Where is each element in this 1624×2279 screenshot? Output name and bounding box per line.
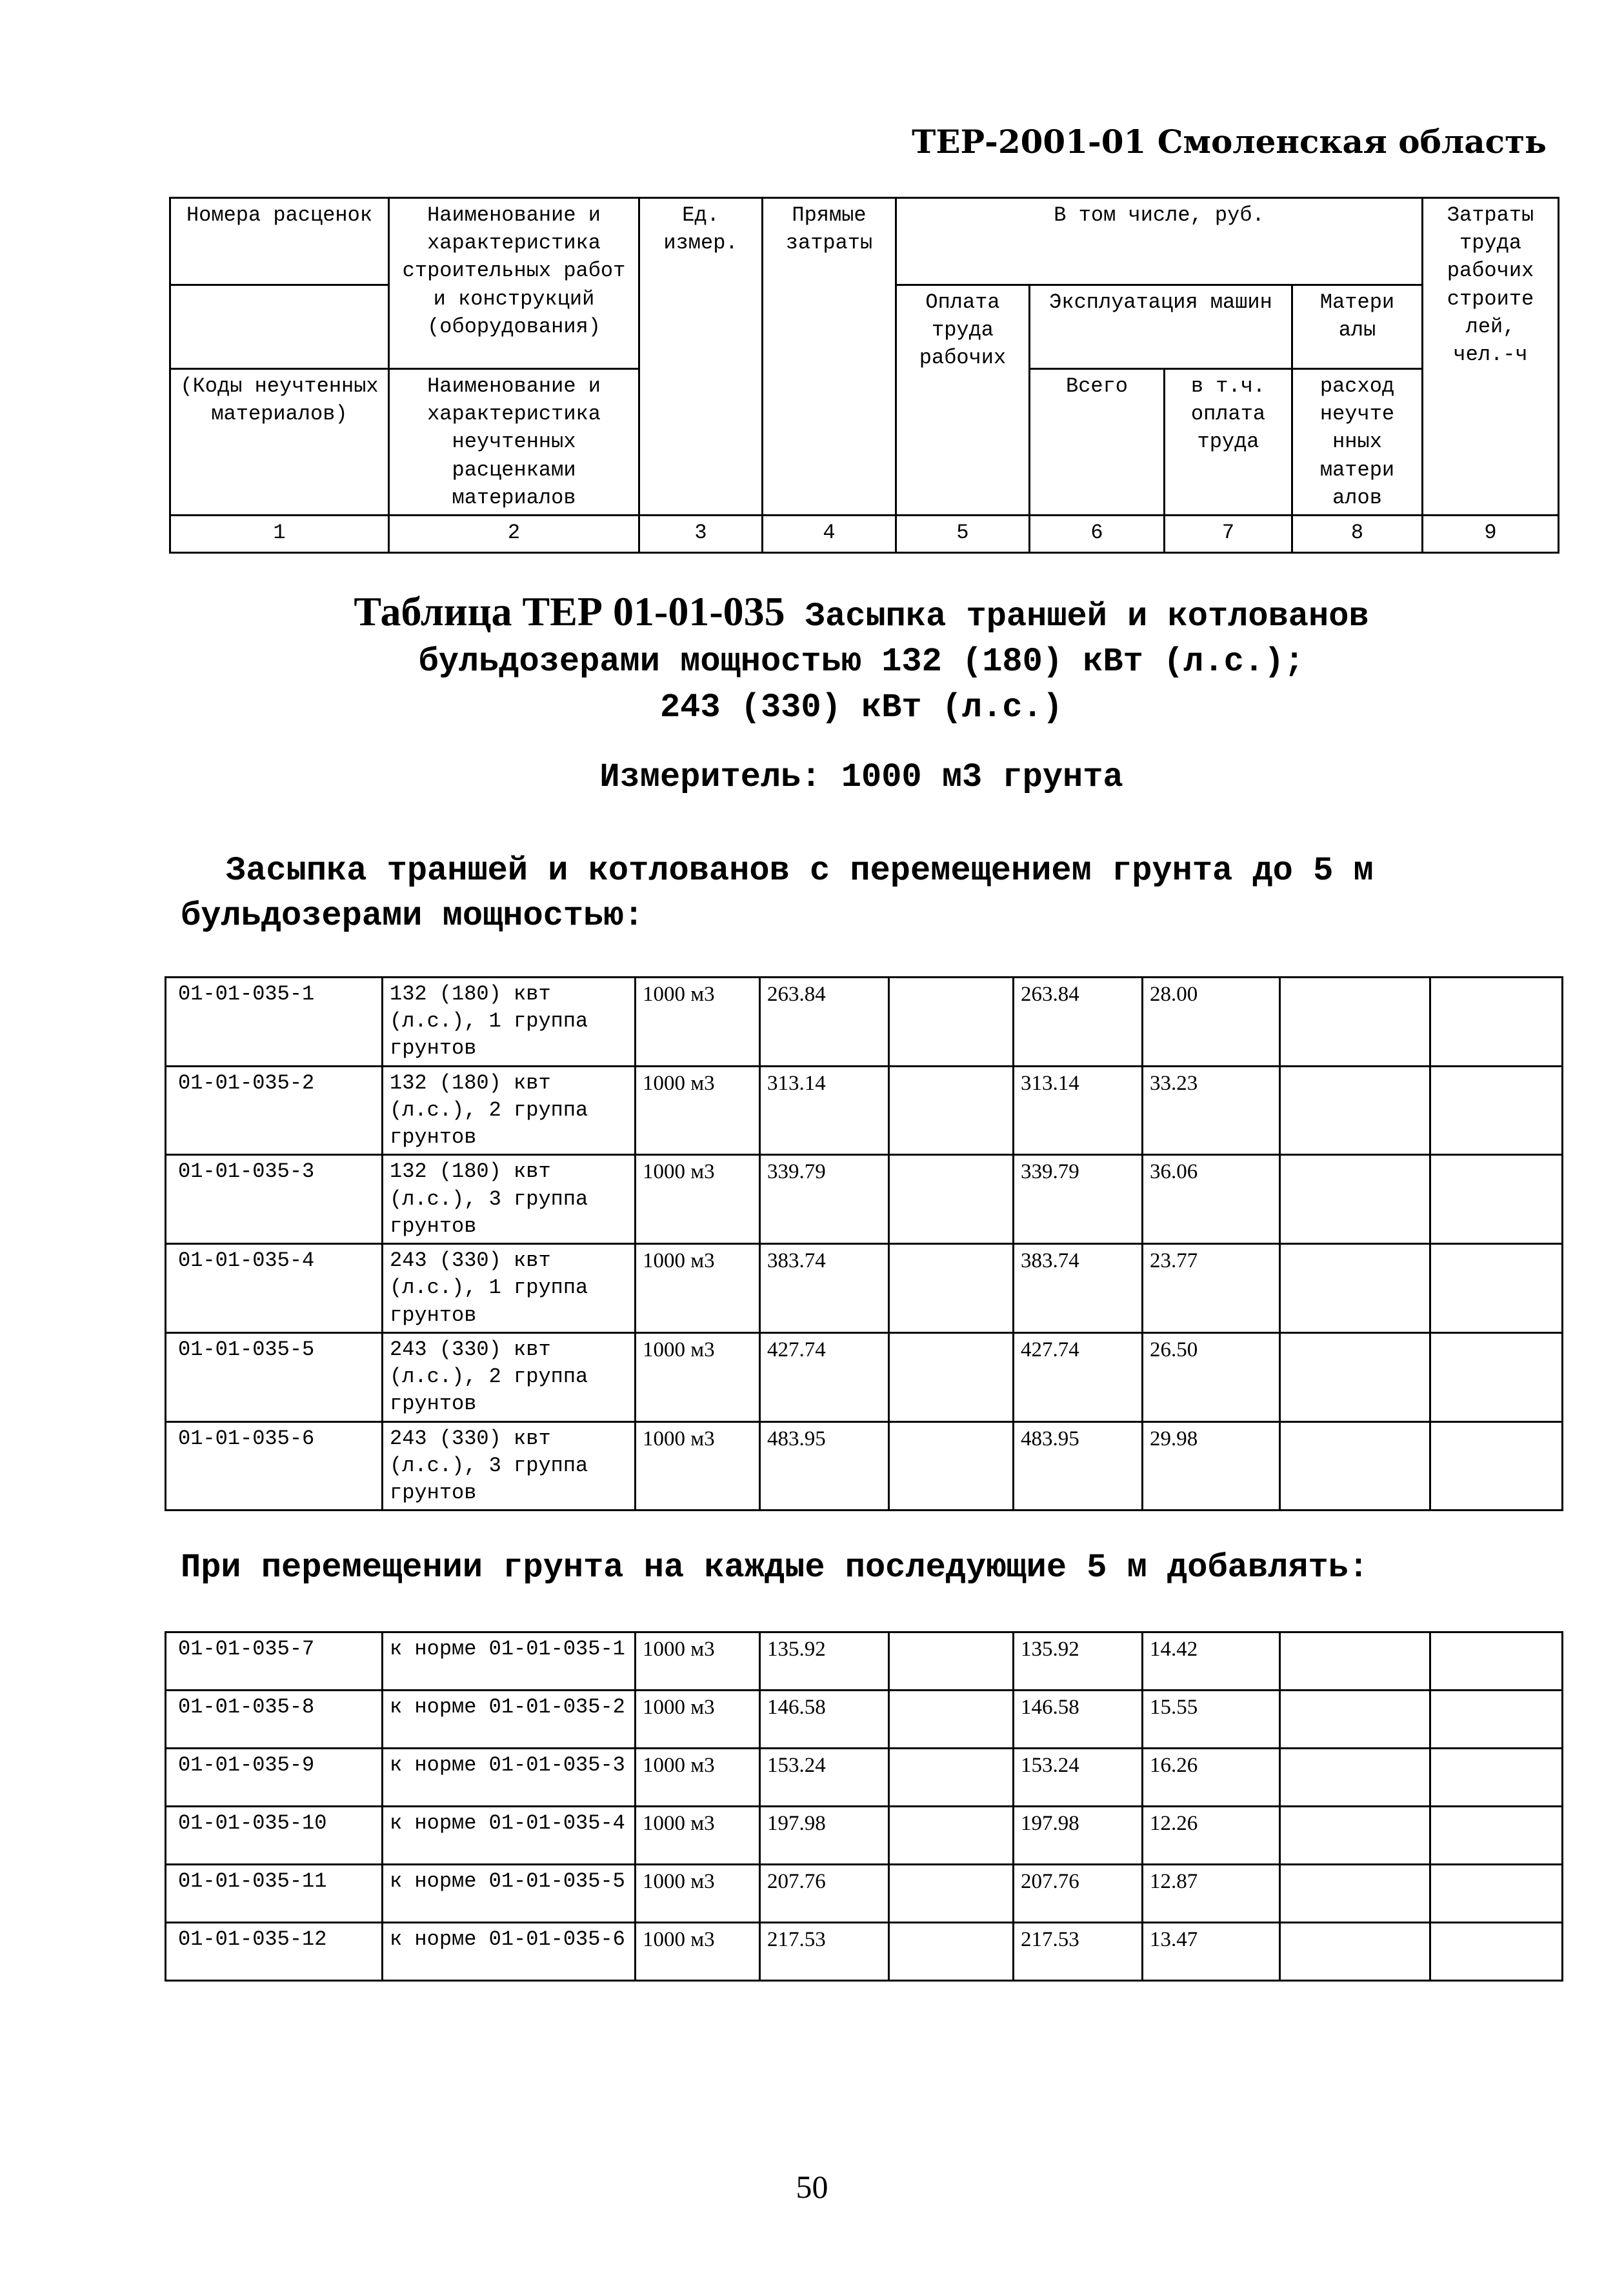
rate-code: 01-01-035-11 <box>166 1865 383 1923</box>
rate-machines-labor: 28.00 <box>1143 978 1280 1067</box>
rate-direct-costs: 153.24 <box>760 1749 889 1807</box>
rate-direct-costs: 483.95 <box>760 1421 889 1511</box>
rate-materials <box>1280 1749 1430 1807</box>
rate-code: 01-01-035-7 <box>166 1632 383 1691</box>
rate-name: 243 (330) квт (л.с.), 2 группа грунтов <box>383 1332 636 1421</box>
rate-materials <box>1280 1807 1430 1865</box>
table-row <box>166 1865 1563 1923</box>
rate-labor-pay <box>889 1332 1014 1421</box>
page-header: ТЕР-2001-01 Смоленская область <box>912 123 1547 161</box>
rate-code: 01-01-035-4 <box>166 1244 383 1333</box>
rate-machines-labor: 36.06 <box>1143 1155 1280 1244</box>
table-title <box>168 584 1555 730</box>
rate-code: 01-01-035-3 <box>166 1155 383 1244</box>
rate-labor-pay <box>889 1807 1014 1865</box>
rate-code: 01-01-035-9 <box>166 1749 383 1807</box>
rate-labor-pay <box>889 1155 1014 1244</box>
page-number: 50 <box>796 2169 828 2205</box>
rate-machines-total: 153.24 <box>1014 1749 1143 1807</box>
header-direct-costs: Прямые затраты <box>763 198 896 516</box>
header-labor-costs: Затраты труда рабочих строите лей, чел.-ч <box>1423 198 1559 516</box>
rate-machines-labor: 33.23 <box>1143 1066 1280 1155</box>
rate-labor-pay <box>889 1691 1014 1749</box>
rate-direct-costs: 207.76 <box>760 1865 889 1923</box>
rate-labor-pay <box>889 1632 1014 1691</box>
header-labor-pay: Оплата труда рабочих <box>896 285 1030 516</box>
rate-unit: 1000 м3 <box>636 1421 760 1511</box>
rate-unit: 1000 м3 <box>636 1807 760 1865</box>
rate-unit: 1000 м3 <box>636 1749 760 1807</box>
rate-machines-labor: 26.50 <box>1143 1332 1280 1421</box>
table-row <box>166 1632 1563 1691</box>
rate-labor-hours <box>1430 1155 1563 1244</box>
rate-machines-labor: 14.42 <box>1143 1632 1280 1691</box>
col-number: 2 <box>389 515 639 552</box>
table-row <box>166 1332 1563 1421</box>
rate-labor-pay <box>889 1865 1014 1923</box>
rate-direct-costs: 383.74 <box>760 1244 889 1333</box>
rates-table-2 <box>165 1631 1563 1982</box>
header-materials: Матери алы <box>1292 285 1423 369</box>
rate-code: 01-01-035-5 <box>166 1332 383 1421</box>
rate-materials <box>1280 1244 1430 1333</box>
header-codes-subtitle: (Коды неучтенных материалов) <box>170 369 389 516</box>
rate-direct-costs: 217.53 <box>760 1923 889 1981</box>
rate-labor-hours <box>1430 1332 1563 1421</box>
rate-machines-labor: 23.77 <box>1143 1244 1280 1333</box>
col-number: 5 <box>896 515 1030 552</box>
rate-materials <box>1280 1865 1430 1923</box>
table-row <box>166 1066 1563 1155</box>
header-machines: Эксплуатация машин <box>1030 285 1292 369</box>
section-2-title: При перемещении грунта на каждые последующие 5 м добавлять: <box>181 1549 1369 1587</box>
header-including: В том числе, руб. <box>896 198 1423 285</box>
rate-machines-labor: 16.26 <box>1143 1749 1280 1807</box>
rate-labor-hours <box>1430 1066 1563 1155</box>
rate-machines-total: 207.76 <box>1014 1865 1143 1923</box>
table-row <box>166 1749 1563 1807</box>
table-row <box>166 1807 1563 1865</box>
rate-direct-costs: 313.14 <box>760 1066 889 1155</box>
rate-materials <box>1280 1155 1430 1244</box>
rate-name: к норме 01-01-035-3 <box>383 1749 636 1807</box>
rate-labor-hours <box>1430 1244 1563 1333</box>
col-number: 3 <box>639 515 763 552</box>
rate-materials <box>1280 1923 1430 1981</box>
table-title-line3: 243 (330) кВт (л.с.) <box>659 688 1063 727</box>
rate-machines-total: 313.14 <box>1014 1066 1143 1155</box>
rate-code: 01-01-035-10 <box>166 1807 383 1865</box>
rate-direct-costs: 135.92 <box>760 1632 889 1691</box>
table-row <box>166 1244 1563 1333</box>
header-codes: Номера расценок <box>170 198 389 285</box>
header-unaccounted: расход неучте нных матери алов <box>1292 369 1423 516</box>
table-row <box>166 978 1563 1067</box>
rate-materials <box>1280 1632 1430 1691</box>
col-number: 8 <box>1292 515 1423 552</box>
rate-labor-hours <box>1430 1923 1563 1981</box>
rate-machines-total: 197.98 <box>1014 1807 1143 1865</box>
rate-unit: 1000 м3 <box>636 978 760 1067</box>
rate-machines-total: 135.92 <box>1014 1632 1143 1691</box>
rate-unit: 1000 м3 <box>636 1332 760 1421</box>
rate-direct-costs: 146.58 <box>760 1691 889 1749</box>
rate-name: к норме 01-01-035-4 <box>383 1807 636 1865</box>
col-number: 4 <box>763 515 896 552</box>
rate-machines-total: 339.79 <box>1014 1155 1143 1244</box>
table-title-prefix: Таблица ТЕР 01-01-035 <box>354 588 785 634</box>
rate-unit: 1000 м3 <box>636 1155 760 1244</box>
section-1-title: Засыпка траншей и котлованов с перемещением грунта до 5 м бульдозерами мощностью: <box>181 852 1374 936</box>
col-number: 7 <box>1165 515 1292 552</box>
col-number: 9 <box>1423 515 1559 552</box>
rate-direct-costs: 339.79 <box>760 1155 889 1244</box>
col-number: 1 <box>170 515 389 552</box>
table-row <box>166 1155 1563 1244</box>
rate-materials <box>1280 1332 1430 1421</box>
rate-labor-hours <box>1430 1749 1563 1807</box>
rate-machines-labor: 12.26 <box>1143 1807 1280 1865</box>
rate-machines-total: 483.95 <box>1014 1421 1143 1511</box>
rate-machines-labor: 13.47 <box>1143 1923 1280 1981</box>
rate-name: 243 (330) квт (л.с.), 3 группа грунтов <box>383 1421 636 1511</box>
rate-labor-pay <box>889 1923 1014 1981</box>
rate-machines-total: 427.74 <box>1014 1332 1143 1421</box>
rate-labor-hours <box>1430 1807 1563 1865</box>
col-number: 6 <box>1030 515 1165 552</box>
rate-machines-labor: 15.55 <box>1143 1691 1280 1749</box>
rates-table-1 <box>165 976 1563 1511</box>
rate-labor-hours <box>1430 978 1563 1067</box>
rate-unit: 1000 м3 <box>636 1066 760 1155</box>
rate-labor-pay <box>889 1749 1014 1807</box>
rate-name: к норме 01-01-035-5 <box>383 1865 636 1923</box>
rate-name: 132 (180) квт (л.с.), 2 группа грунтов <box>383 1066 636 1155</box>
rate-code: 01-01-035-8 <box>166 1691 383 1749</box>
table-title-line1: Засыпка траншей и котлованов <box>805 597 1369 636</box>
rate-machines-total: 383.74 <box>1014 1244 1143 1333</box>
rate-machines-total: 146.58 <box>1014 1691 1143 1749</box>
rate-machines-total: 263.84 <box>1014 978 1143 1067</box>
rate-unit: 1000 м3 <box>636 1244 760 1333</box>
rate-code: 01-01-035-6 <box>166 1421 383 1511</box>
rate-code: 01-01-035-12 <box>166 1923 383 1981</box>
rate-labor-pay <box>889 978 1014 1067</box>
rate-direct-costs: 427.74 <box>760 1332 889 1421</box>
header-codes-spacer <box>170 285 389 369</box>
rate-unit: 1000 м3 <box>636 1923 760 1981</box>
rate-machines-total: 217.53 <box>1014 1923 1143 1981</box>
rate-code: 01-01-035-1 <box>166 978 383 1067</box>
header-incl-pay: в т.ч. оплата труда <box>1165 369 1292 516</box>
rate-name: 243 (330) квт (л.с.), 1 группа грунтов <box>383 1244 636 1333</box>
table-row <box>166 1923 1563 1981</box>
rate-labor-hours <box>1430 1421 1563 1511</box>
rate-labor-hours <box>1430 1691 1563 1749</box>
rate-unit: 1000 м3 <box>636 1691 760 1749</box>
rate-direct-costs: 197.98 <box>760 1807 889 1865</box>
header-name: Наименование и характеристика строительных работ и конструкций (оборудования) <box>389 198 639 369</box>
rate-labor-hours <box>1430 1865 1563 1923</box>
table-title-line2: бульдозерами мощностью 132 (180) кВт (л.с.); <box>418 643 1305 681</box>
rate-labor-pay <box>889 1244 1014 1333</box>
rate-materials <box>1280 1421 1430 1511</box>
measurer: Измеритель: 1000 м3 грунта <box>599 758 1123 796</box>
rate-materials <box>1280 1691 1430 1749</box>
column-header-table <box>169 197 1559 554</box>
header-name-subtitle: Наименование и характеристика неучтенных расценками материалов <box>389 369 639 516</box>
rate-name: 132 (180) квт (л.с.), 3 группа грунтов <box>383 1155 636 1244</box>
table-row <box>166 1691 1563 1749</box>
rate-name: к норме 01-01-035-1 <box>383 1632 636 1691</box>
rate-labor-hours <box>1430 1632 1563 1691</box>
rate-name: 132 (180) квт (л.с.), 1 группа грунтов <box>383 978 636 1067</box>
rate-unit: 1000 м3 <box>636 1865 760 1923</box>
rate-materials <box>1280 1066 1430 1155</box>
table-row <box>166 1421 1563 1511</box>
header-total: Всего <box>1030 369 1165 516</box>
header-unit: Ед. измер. <box>639 198 763 516</box>
rate-labor-pay <box>889 1066 1014 1155</box>
rate-materials <box>1280 978 1430 1067</box>
rate-code: 01-01-035-2 <box>166 1066 383 1155</box>
rate-unit: 1000 м3 <box>636 1632 760 1691</box>
rate-machines-labor: 12.87 <box>1143 1865 1280 1923</box>
rate-name: к норме 01-01-035-2 <box>383 1691 636 1749</box>
rate-machines-labor: 29.98 <box>1143 1421 1280 1511</box>
rate-labor-pay <box>889 1421 1014 1511</box>
rate-name: к норме 01-01-035-6 <box>383 1923 636 1981</box>
rate-direct-costs: 263.84 <box>760 978 889 1067</box>
